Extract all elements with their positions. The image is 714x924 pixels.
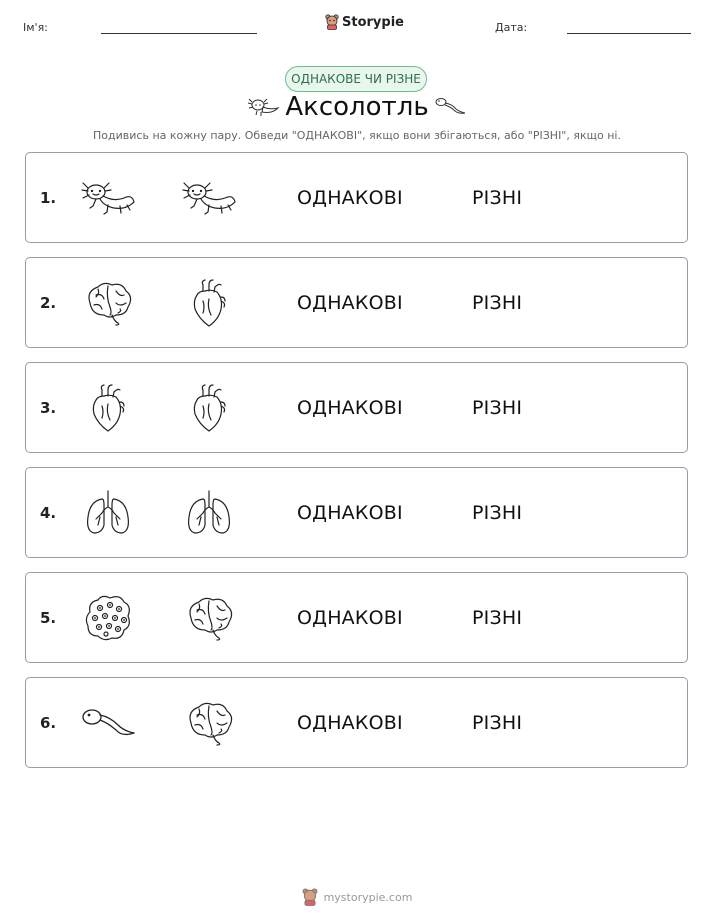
different-option[interactable]: РІЗНІ — [472, 396, 523, 419]
name-label: Ім'я: — [23, 21, 48, 34]
bear-icon — [302, 888, 318, 906]
brain-icon — [181, 697, 237, 749]
same-option[interactable]: ОДНАКОВІ — [297, 501, 403, 524]
axolotl-icon — [181, 172, 237, 224]
tadpole-icon — [80, 697, 136, 749]
question-number: 1. — [40, 188, 57, 207]
question-row — [25, 362, 688, 453]
same-option[interactable]: ОДНАКОВІ — [297, 606, 403, 629]
different-option[interactable]: РІЗНІ — [472, 186, 523, 209]
heart-icon — [80, 382, 136, 434]
instructions: Подивись на кожну пару. Обведи "ОДНАКОВІ", якщо вони збігаються, або "РІЗНІ", якщо ні. — [93, 129, 621, 142]
lungs-icon — [80, 487, 136, 539]
brain-icon — [80, 277, 136, 329]
question-number: 4. — [40, 503, 57, 522]
bear-icon — [325, 14, 339, 30]
question-number: 3. — [40, 398, 57, 417]
question-row — [25, 467, 688, 558]
storypie-logo — [325, 14, 404, 30]
heart-icon — [181, 277, 237, 329]
brand-name: Storypie — [342, 14, 404, 30]
question-row — [25, 572, 688, 663]
same-option[interactable]: ОДНАКОВІ — [297, 711, 403, 734]
heart-icon — [181, 382, 237, 434]
same-option[interactable]: ОДНАКОВІ — [297, 186, 403, 209]
footer-link[interactable]: mystorypie.com — [323, 890, 413, 904]
page-title: Аксолотль — [285, 92, 429, 122]
different-option[interactable]: РІЗНІ — [472, 291, 523, 314]
different-option[interactable]: РІЗНІ — [472, 606, 523, 629]
question-row — [25, 152, 688, 243]
date-line[interactable] — [567, 33, 691, 34]
worksheet-type-badge: ОДНАКОВЕ ЧИ РІЗНЕ — [285, 66, 427, 92]
axolotl-icon — [80, 172, 136, 224]
brain-icon — [181, 592, 237, 644]
name-line[interactable] — [101, 33, 257, 34]
question-number: 5. — [40, 608, 57, 627]
different-option[interactable]: РІЗНІ — [472, 711, 523, 734]
same-option[interactable]: ОДНАКОВІ — [297, 291, 403, 314]
same-option[interactable]: ОДНАКОВІ — [297, 396, 403, 419]
question-number: 2. — [40, 293, 57, 312]
egg-cluster-icon — [80, 592, 136, 644]
footer — [0, 888, 714, 906]
lungs-icon — [181, 487, 237, 539]
question-row — [25, 257, 688, 348]
question-row — [25, 677, 688, 768]
different-option[interactable]: РІЗНІ — [472, 501, 523, 524]
question-number: 6. — [40, 713, 57, 732]
tadpole-small-icon — [434, 96, 466, 116]
date-label: Дата: — [495, 21, 528, 34]
